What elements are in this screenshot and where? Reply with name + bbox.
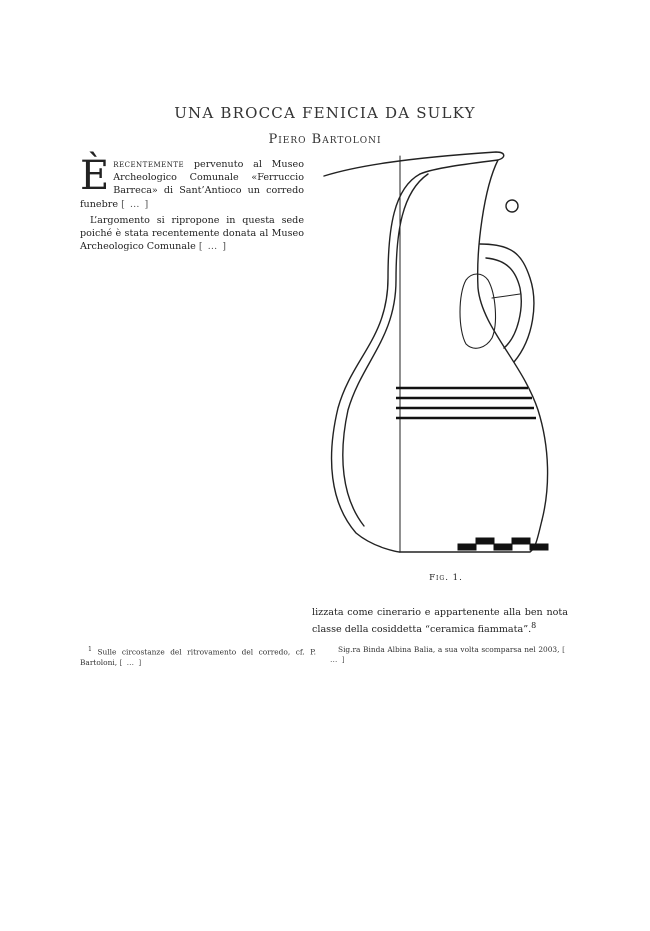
band-stripes: [396, 388, 536, 418]
lead-word: recentemente: [113, 159, 185, 170]
jug-right-profile: [478, 160, 548, 520]
main-text-column: [80, 153, 304, 256]
footnotes-right: [330, 645, 566, 666]
footnote-1-excerpt: Sulle circostanze del ritrovamento del corredo, cf. P. Bartoloni,: [80, 647, 316, 667]
jug-left-profile: [332, 174, 420, 552]
paragraph-1-omitted: [ … ]: [121, 198, 150, 210]
hole-mark: [506, 200, 518, 212]
footnote-continuation-excerpt: Sig.ra Binda Albina Balia, a sua volta scomparsa nel 2003,: [338, 645, 560, 654]
footnote-number: 1: [88, 646, 92, 653]
handle-section-line: [492, 294, 520, 298]
scale-bar: [458, 538, 548, 550]
figure-caption: Fig. 1.: [429, 573, 463, 583]
footnote-1-omitted: [ … ]: [119, 657, 143, 667]
jug-drawing-figure: [316, 148, 576, 558]
footnote-continuation: [330, 645, 566, 665]
jug-inner-wall: [343, 174, 428, 526]
right-column-excerpt: lizzata come cinerario e appartenente alla ben nota classe della cosiddetta “ceramica fiammata”.: [312, 607, 568, 636]
jug-rim: [324, 152, 504, 176]
paragraph-2-excerpt: L’argomento si ripropone in questa sede poiché è stata recentemente donata al Museo Archeologico Comunale: [80, 214, 304, 253]
jug-handle-inner: [486, 258, 521, 348]
article-title: UNA BROCCA FENICIA DA SULKY: [174, 104, 476, 122]
footnote-1: [80, 645, 316, 668]
paragraph-1: [80, 153, 304, 211]
footnote-continuation-omitted: [ … ]: [330, 645, 566, 665]
right-column-text: [312, 606, 568, 637]
footnotes-left: [80, 645, 316, 669]
paragraph-2-omitted: [ … ]: [198, 241, 228, 253]
drop-cap: È: [80, 153, 110, 199]
paragraph-1-excerpt: pervenuto al Museo Archeologico Comunale «Ferruccio Barreca» di Sant’Antioco un corredo funebre: [80, 159, 304, 210]
article-author: Piero Bartoloni: [268, 132, 382, 147]
footnote-ref: 8: [531, 621, 537, 631]
paragraph-2: [80, 214, 304, 254]
